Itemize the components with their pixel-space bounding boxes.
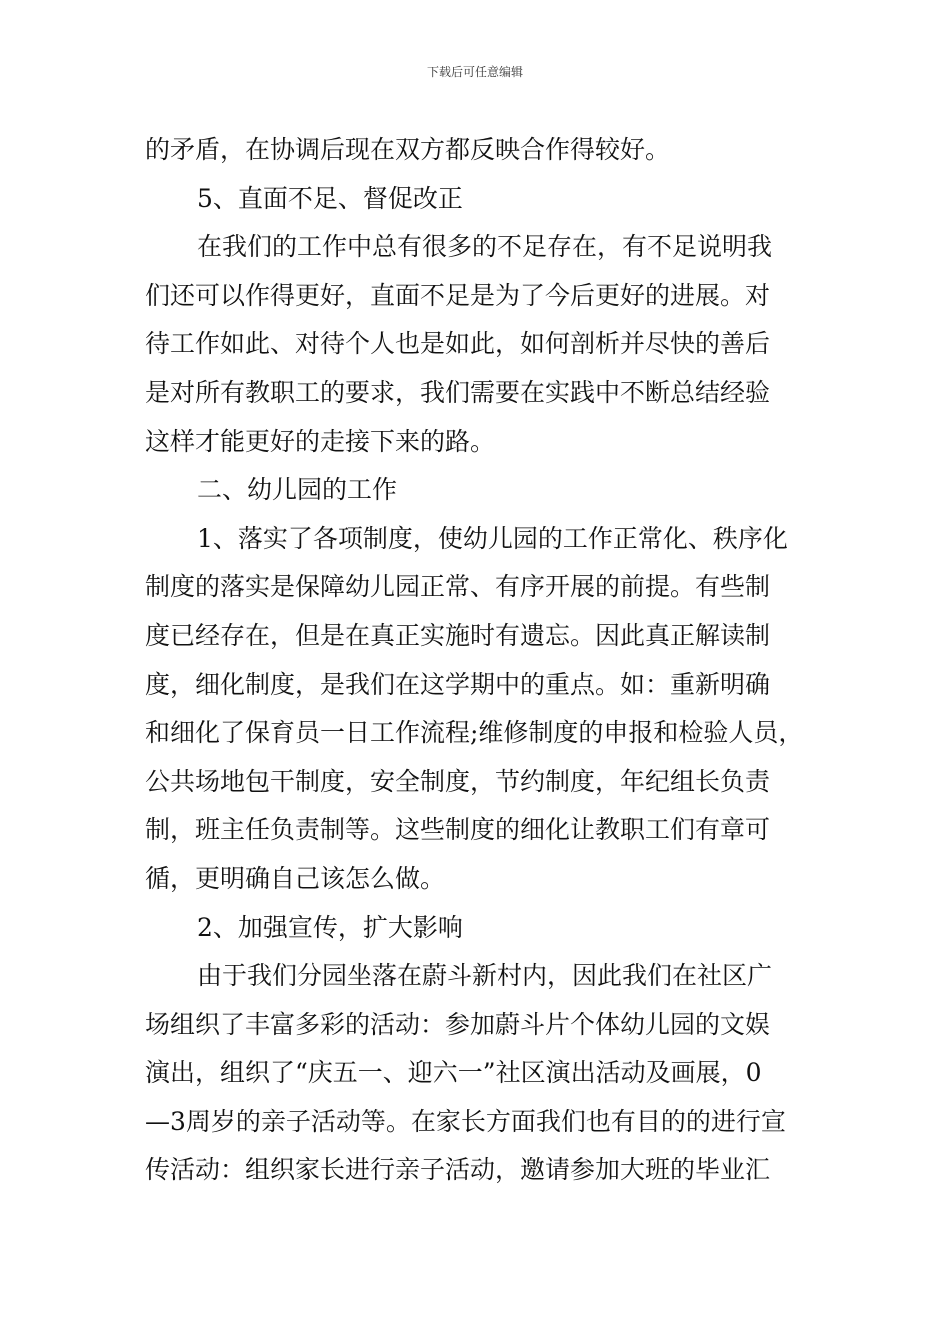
text-line: 二、幼儿园的工作 <box>197 475 398 505</box>
text-line: 度，细化制度，是我们在这学期中的重点。如：重新明确 <box>145 669 771 699</box>
text-line: 在我们的工作中总有很多的不足存在，有不足说明我 <box>197 232 773 262</box>
text-line: 5、直面不足、督促改正 <box>197 183 463 213</box>
text-line: 演出，组织了“庆五一、迎六一”社区演出活动及画展，0 <box>145 1058 762 1088</box>
text-line: 循，更明确自己该怎么做。 <box>145 863 446 893</box>
text-line: 场组织了丰富多彩的活动：参加蔚斗片个体幼儿园的文娱 <box>145 1009 771 1039</box>
text-line: 这样才能更好的走接下来的路。 <box>145 426 496 456</box>
text-line: 传活动：组织家长进行亲子活动，邀请参加大班的毕业汇 <box>145 1155 771 1185</box>
text-line: 待工作如此、对待个人也是如此，如何剖析并尽快的善后 <box>145 329 771 359</box>
text-line: 制度的落实是保障幼儿园正常、有序开展的前提。有些制 <box>145 572 771 602</box>
text-line: 由于我们分园坐落在蔚斗新村内，因此我们在社区广 <box>197 961 773 991</box>
page-header: 下载后可任意编辑 <box>426 65 523 79</box>
text-line: 1、落实了各项制度，使幼儿园的工作正常化、秩序化 <box>197 523 788 553</box>
text-line: —3周岁的亲子活动等。在家长方面我们也有目的的进行宣 <box>145 1106 786 1136</box>
document-body <box>145 126 810 1195</box>
text-line: 公共场地包干制度，安全制度，节约制度，年纪组长负责 <box>145 766 771 796</box>
text-line: 是对所有教职工的要求，我们需要在实践中不断总结经验 <box>145 377 771 407</box>
text-line: 2、加强宣传，扩大影响 <box>197 912 463 942</box>
text-line: 度已经存在，但是在真正实施时有遗忘。因此真正解读制 <box>145 620 771 650</box>
text-line: 和细化了保育员一日工作流程;维修制度的申报和检验人员， <box>145 718 804 748</box>
text-line: 的矛盾，在协调后现在双方都反映合作得较好。 <box>145 135 671 164</box>
text-line: 们还可以作得更好，直面不足是为了今后更好的进展。对 <box>145 280 771 310</box>
text-line: 制，班主任负责制等。这些制度的细化让教职工们有章可 <box>145 815 771 845</box>
